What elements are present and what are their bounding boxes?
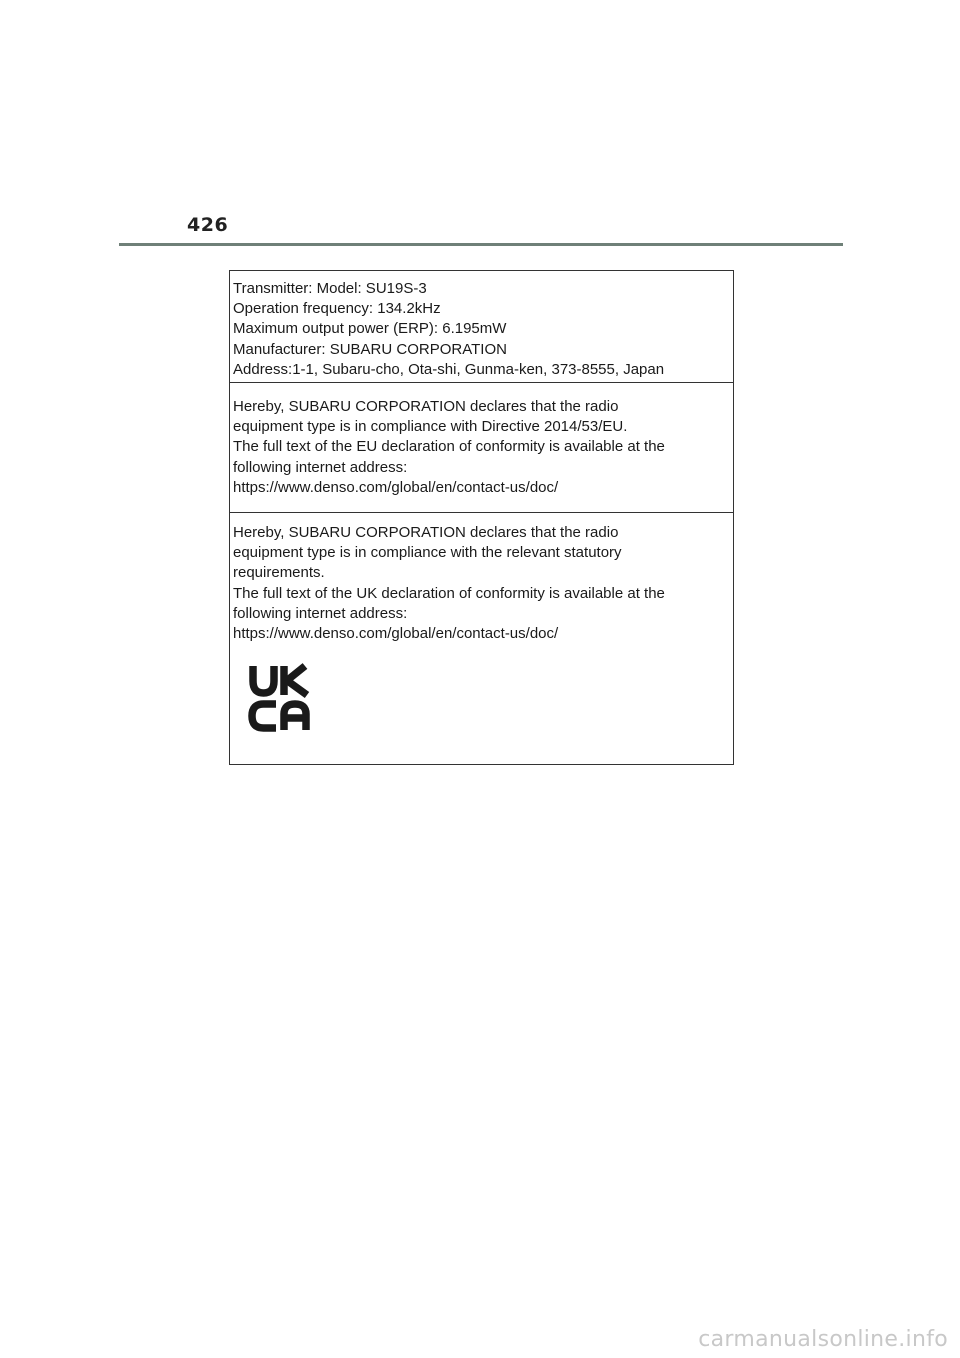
eu-declaration-line-3: The full text of the EU declaration of conformity is available at the — [233, 438, 665, 456]
uk-declaration-line-5: following internet address: — [233, 604, 408, 622]
eu-declaration-line-4: following internet address: — [233, 458, 408, 476]
address-line: Address:1-1, Subaru-cho, Ota-shi, Gunma-ken, 373-8555, Japan — [233, 360, 665, 378]
transmitter-model-line: Transmitter: Model: SU19S-3 — [233, 280, 427, 297]
ukca-mark-icon — [247, 662, 313, 734]
uk-declaration-cell — [230, 513, 733, 764]
page-number: 426 — [187, 214, 229, 236]
operation-frequency-line: Operation frequency: 134.2kHz — [233, 300, 441, 318]
output-power-line: Maximum output power (ERP): 6.195mW — [233, 320, 507, 338]
eu-declaration-url: https://www.denso.com/global/en/contact-us/doc/ — [233, 478, 559, 496]
transmitter-info-cell — [230, 271, 733, 383]
manufacturer-line: Manufacturer: SUBARU CORPORATION — [233, 340, 507, 358]
eu-declaration-line-2: equipment type is in compliance with Directive 2014/53/EU. — [233, 418, 628, 436]
uk-declaration-line-4: The full text of the UK declaration of conformity is available at the — [233, 584, 665, 602]
compliance-table — [229, 270, 734, 765]
eu-declaration-line-1: Hereby, SUBARU CORPORATION declares that the radio — [233, 398, 619, 415]
header-rule — [119, 243, 843, 246]
watermark: carmanualsonline.info — [698, 1327, 948, 1352]
uk-declaration-line-3: requirements. — [233, 564, 325, 582]
uk-declaration-url: https://www.denso.com/global/en/contact-us/doc/ — [233, 625, 559, 643]
uk-declaration-line-2: equipment type is in compliance with the relevant statutory — [233, 544, 622, 562]
eu-declaration-cell — [230, 383, 733, 513]
uk-declaration-line-1: Hereby, SUBARU CORPORATION declares that the radio — [233, 524, 619, 541]
